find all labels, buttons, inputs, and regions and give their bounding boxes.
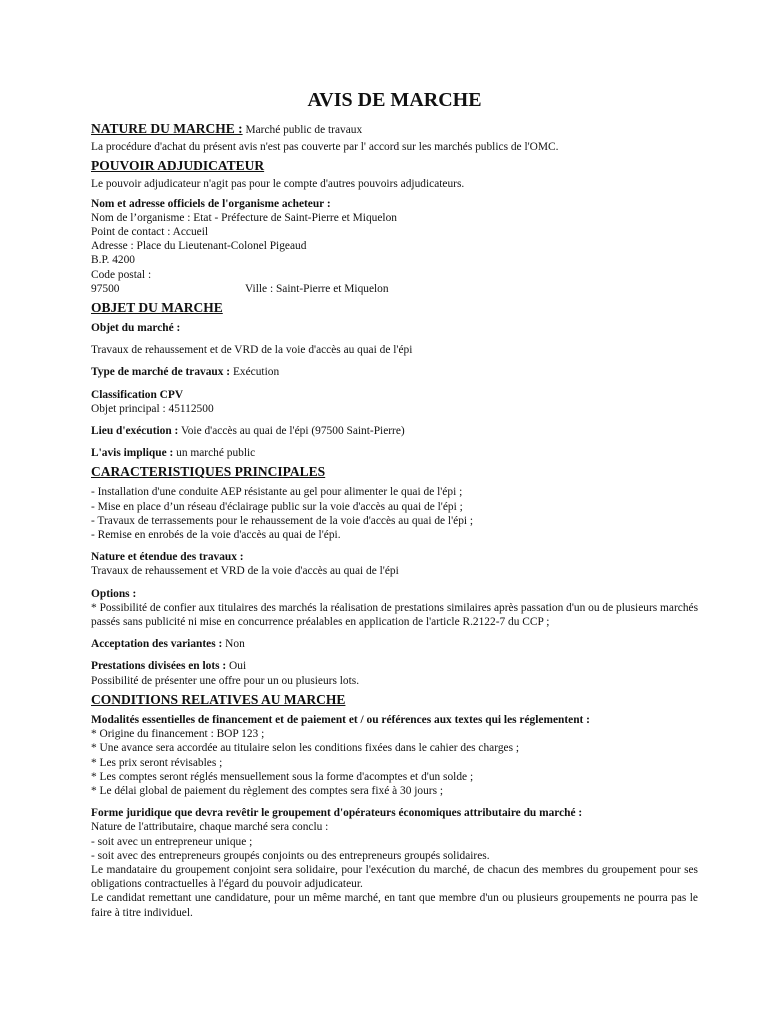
- lots-value: Oui: [226, 660, 247, 673]
- nature-travaux-label: Nature et étendue des travaux :: [91, 551, 244, 564]
- type-label: Type de marché de travaux :: [91, 366, 231, 379]
- variantes-row: [91, 637, 698, 651]
- forme-paragraph: Le mandataire du groupement conjoint sera solidaire, pour l'exécution du marché, de chacun des membres du groupement pour ses obligations contractuelles à l'égard du pouvoir adjudicateur.: [91, 863, 698, 891]
- org-name: Nom de l’organisme : Etat - Préfecture de Saint-Pierre et Miquelon: [91, 211, 397, 224]
- forme-line: - soit avec des entrepreneurs groupés conjoints ou des entrepreneurs groupés solidaires.: [91, 849, 490, 862]
- list-item: * Une avance sera accordée au titulaire selon les conditions fixées dans le cahier des charges ;: [91, 742, 520, 755]
- modalites-label: Modalités essentielles de financement et de paiement et / ou références aux textes qui les réglementent :: [91, 713, 590, 726]
- section-heading-caracteristiques: CARACTERISTIQUES PRINCIPALES: [91, 464, 326, 480]
- org-postal: Code postal : 97500: [91, 268, 152, 295]
- org-contact: Point de contact : Accueil: [91, 226, 209, 239]
- section-nature: [91, 120, 698, 137]
- list-item: - Remise en enrobés de la voie d'accès au quai de l'épi.: [91, 529, 341, 542]
- list-item: * Le délai global de paiement du règlement des comptes sera fixé à 30 jours ;: [91, 784, 444, 797]
- lieu-label: Lieu d'exécution :: [91, 425, 179, 438]
- document-title: AVIS DE MARCHE: [307, 89, 482, 111]
- list-item: * Origine du financement : BOP 123 ;: [91, 728, 265, 741]
- variantes-label: Acceptation des variantes :: [91, 638, 223, 651]
- list-item: - Mise en place d’un réseau d'éclairage public sur la voie d'accès au quai de l'épi ;: [91, 500, 463, 513]
- options-label: Options :: [91, 587, 137, 600]
- type-row: [91, 365, 698, 379]
- list-item: * Les comptes seront réglés mensuellement sous la forme d'acomptes et d'un solde ;: [91, 770, 474, 783]
- list-item: - Travaux de terrassements pour le rehaussement de la voie d'accès au quai de l'épi ;: [91, 514, 474, 527]
- lots-label: Prestations divisées en lots :: [91, 660, 227, 673]
- lots-row: [91, 659, 698, 673]
- variantes-value: Non: [222, 638, 245, 651]
- avis-label: L'avis implique :: [91, 447, 174, 460]
- avis-row: [91, 446, 698, 460]
- omc-statement: La procédure d'achat du présent avis n'est pas couverte par l' accord sur les marchés publics de l'OMC.: [91, 141, 559, 154]
- nature-travaux-text: Travaux de rehaussement et VRD de la voie d'accès au quai de l'épi: [91, 565, 399, 578]
- modalites-list: [91, 727, 698, 798]
- org-address: Adresse : Place du Lieutenant-Colonel Pigeaud: [91, 240, 307, 253]
- forme-line: - soit avec un entrepreneur unique ;: [91, 835, 253, 848]
- nature-value: Marché public de travaux: [242, 124, 363, 136]
- options-text: * Possibilité de confier aux titulaires des marchés la réalisation de prestations similaires après passation d'un ou de plusieurs marchés passés sans publicité ni mise en concurrence préalables en application de l'article R.2122-7 du CCP ;: [91, 601, 698, 629]
- objet-text: Travaux de rehaussement et de VRD de la voie d'accès au quai de l'épi: [91, 344, 413, 357]
- list-item: * Les prix seront révisables ;: [91, 756, 223, 769]
- org-postal-city: [91, 268, 698, 296]
- lots-text: Possibilité de présenter une offre pour un ou plusieurs lots.: [91, 674, 360, 687]
- section-heading-pouvoir: POUVOIR ADJUDICATEUR: [91, 158, 265, 174]
- org-city: Ville : Saint-Pierre et Miquelon: [245, 282, 389, 295]
- forme-line: Nature de l'attributaire, chaque marché sera conclu :: [91, 821, 329, 834]
- cpv-value: Objet principal : 45112500: [91, 402, 214, 415]
- org-label: Nom et adresse officiels de l'organisme acheteur :: [91, 197, 331, 210]
- list-item: - Installation d'une conduite AEP résistante au gel pour alimenter le quai de l'épi ;: [91, 486, 463, 499]
- avis-value: un marché public: [173, 447, 256, 460]
- lieu-row: [91, 424, 698, 438]
- document-page: [91, 88, 698, 920]
- type-value: Exécution: [230, 366, 280, 379]
- section-heading-nature: NATURE DU MARCHE :: [91, 121, 243, 136]
- org-bp: B.P. 4200: [91, 254, 135, 267]
- section-heading-objet: OBJET DU MARCHE: [91, 300, 223, 316]
- objet-label: Objet du marché :: [91, 322, 181, 335]
- pouvoir-text: Le pouvoir adjudicateur n'agit pas pour le compte d'autres pouvoirs adjudicateurs.: [91, 178, 465, 191]
- cpv-label: Classification CPV: [91, 388, 184, 401]
- lieu-value: Voie d'accès au quai de l'épi (97500 Saint-Pierre): [178, 425, 405, 438]
- forme-label: Forme juridique que devra revêtir le groupement d'opérateurs économiques attributaire du marché :: [91, 807, 583, 820]
- section-heading-conditions: CONDITIONS RELATIVES AU MARCHE: [91, 691, 346, 707]
- forme-paragraph: Le candidat remettant une candidature, pour un même marché, en tant que membre d'un ou plusieurs groupements ne pourra pas le faire à titre individuel.: [91, 892, 698, 919]
- caracteristiques-list: [91, 485, 698, 542]
